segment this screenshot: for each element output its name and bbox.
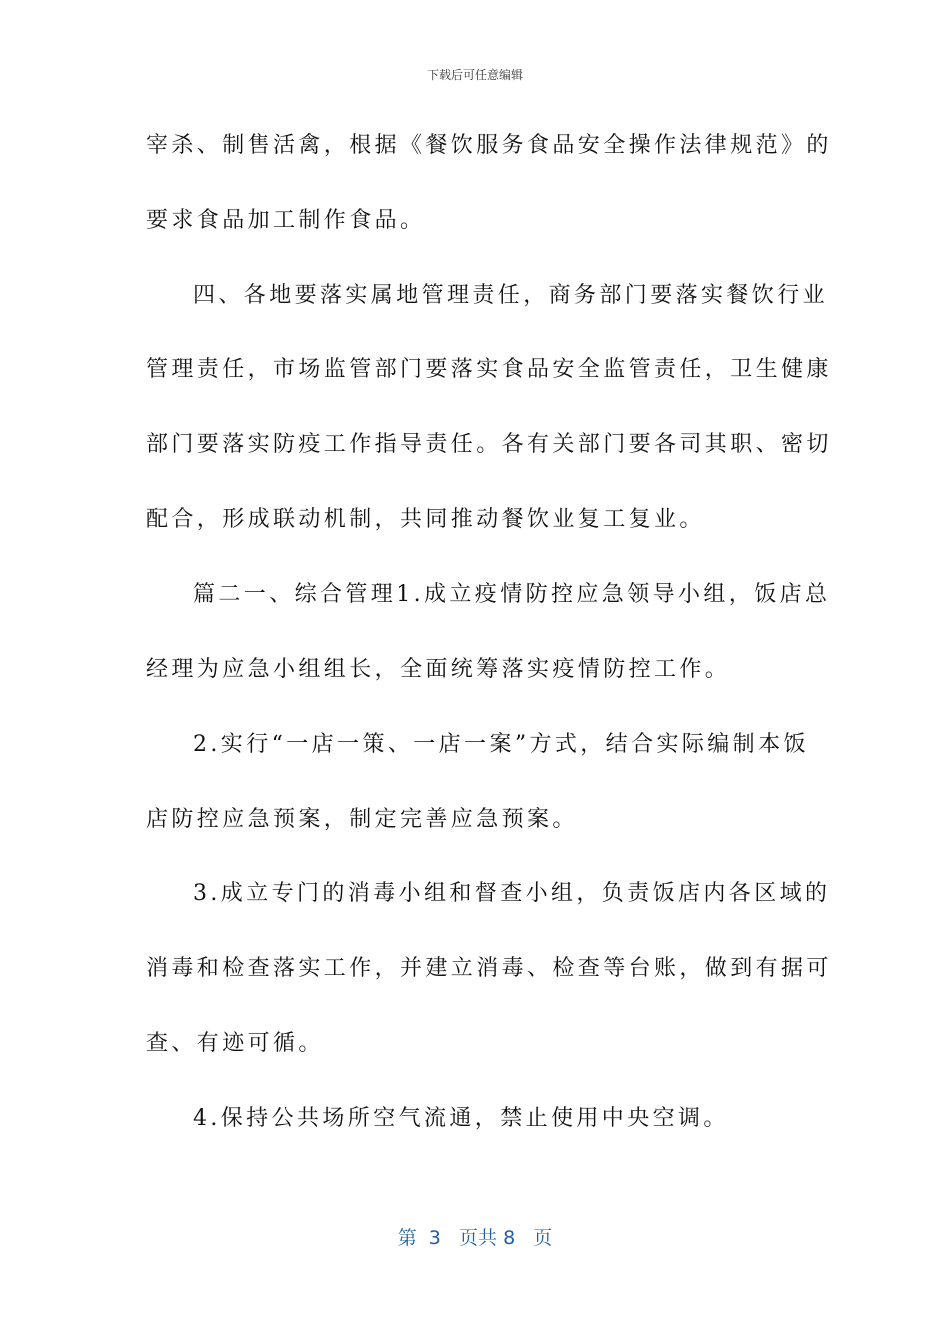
text-line: 要求食品加工制作食品。 [146, 208, 426, 233]
paragraph-start-line: 篇二一、综合管理1.成立疫情防控应急领导小组，饭店总 [193, 582, 831, 607]
text-line: 宰杀、制售活禽，根据《餐饮服务食品安全操作法律规范》的 [146, 133, 832, 158]
paragraph-start-line: 四、各地要落实属地管理责任，商务部门要落实餐饮行业 [193, 283, 829, 308]
paragraph-start-line: 3.成立专门的消毒小组和督查小组，负责饭店内各区域的 [193, 881, 831, 906]
footer-prefix: 第 [397, 1227, 417, 1249]
text-line: 店防控应急预案，制定完善应急预案。 [146, 807, 578, 832]
paragraph-start-line: 4.保持公共场所空气流通，禁止使用中央空调。 [193, 1106, 729, 1131]
total-page-number: 8 [503, 1227, 516, 1249]
text-line: 部门要落实防疫工作指导责任。各有关部门要各司其职、密切 [146, 432, 832, 457]
footer-middle: 页共 [459, 1227, 498, 1249]
page-footer [0, 1226, 950, 1250]
text-line: 配合，形成联动机制，共同推动餐饮业复工复业。 [146, 507, 705, 532]
paragraph-start-line: 2.实行“一店一策、一店一案”方式，结合实际编制本饭 [193, 732, 809, 757]
footer-suffix: 页 [533, 1227, 553, 1249]
current-page-number: 3 [428, 1227, 441, 1249]
text-line: 管理责任，市场监管部门要落实食品安全监管责任，卫生健康 [146, 357, 832, 382]
text-line: 查、有迹可循。 [146, 1031, 324, 1056]
page-header: 下载后可任意编辑 [426, 68, 523, 82]
text-line: 消毒和检查落实工作，并建立消毒、检查等台账，做到有据可 [146, 956, 832, 981]
text-line: 经理为应急小组组长，全面统筹落实疫情防控工作。 [146, 657, 731, 682]
